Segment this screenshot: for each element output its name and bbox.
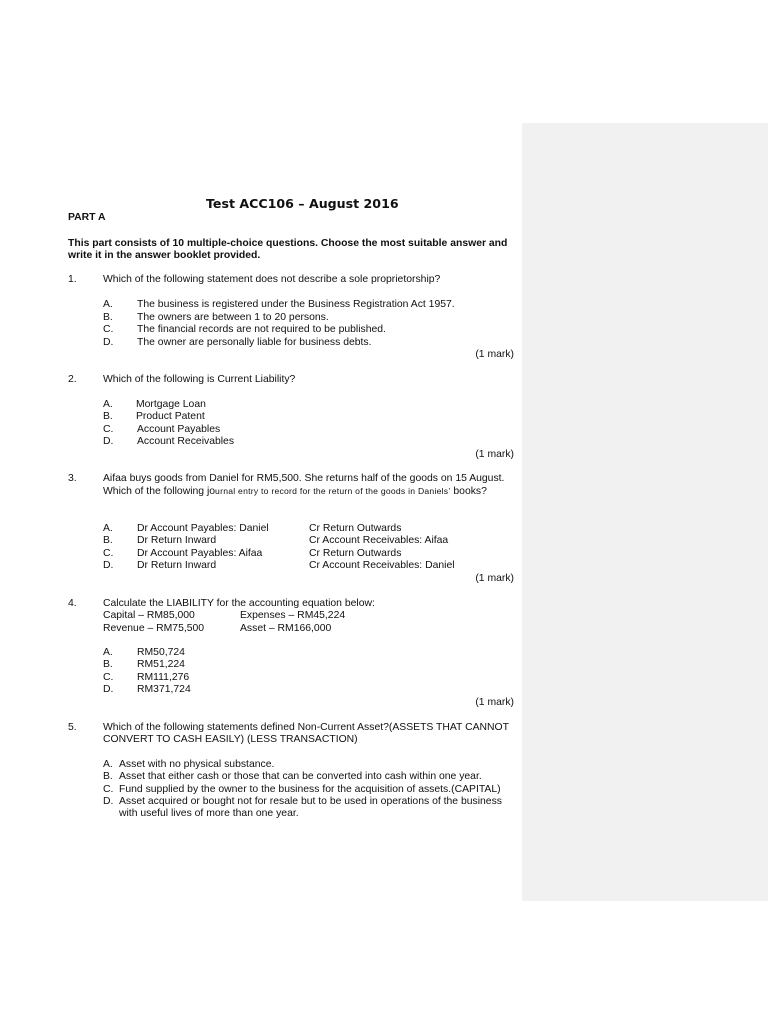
- option-label: C.: [103, 423, 114, 435]
- option-text: Asset with no physical substance.: [119, 758, 275, 770]
- mark-row: [0, 449, 768, 461]
- option-label: C.: [103, 547, 114, 559]
- question-number: 3.: [68, 473, 77, 484]
- option-b: [0, 659, 768, 671]
- option-c: [103, 784, 515, 796]
- mark-row: [0, 697, 768, 709]
- mark-label: (1 mark): [475, 448, 514, 460]
- question-text: [103, 473, 515, 499]
- credit-entry: Cr Account Receivables: Aifaa: [309, 535, 449, 546]
- option-d: [103, 796, 515, 821]
- option-text: The owners are between 1 to 20 persons.: [137, 311, 329, 323]
- question-number: 4.: [68, 597, 77, 609]
- option-text: The business is registered under the Business Registration Act 1957.: [137, 299, 455, 310]
- option-label: D.: [103, 684, 114, 695]
- question-text-part: Aifaa buys goods from Daniel for RM5,500. She returns half of the goods on 15 August. Which of the following jo: [103, 473, 505, 498]
- option-c: [0, 548, 768, 560]
- option-label: A.: [103, 758, 113, 770]
- option-text: Account Receivables: [137, 436, 235, 447]
- equation-revenue: Revenue – RM75,500: [103, 622, 205, 634]
- debit-entry: Dr Account Payables: Aifaa: [137, 547, 263, 559]
- option-text: Product Patent: [136, 411, 205, 422]
- option-label: B.: [103, 535, 113, 546]
- option-c: [0, 672, 768, 684]
- option-label: B.: [103, 659, 113, 670]
- question-text: Calculate the LIABILITY for the accounting equation below:: [103, 597, 375, 609]
- debit-entry: Dr Account Payables: Daniel: [137, 522, 269, 534]
- option-text: RM371,724: [137, 684, 191, 695]
- question-text: Which of the following statements defined Non-Current Asset?(ASSETS THAT CANNOT CONVERT TO CASH EASILY) (LESS TRANSACTION): [103, 721, 509, 745]
- option-text: Asset that either cash or those that can be converted into cash within one year.: [119, 771, 482, 782]
- question-number: 5.: [68, 721, 77, 733]
- option-label: C.: [103, 671, 114, 683]
- option-a: [103, 759, 515, 771]
- option-label: D.: [103, 436, 114, 447]
- option-label: A.: [103, 299, 113, 310]
- question-text-part: urnal entry to record for the return of the goods in Daniels’: [215, 486, 451, 497]
- question-text: Which of the following is Current Liability?: [103, 374, 296, 385]
- option-d: [0, 436, 768, 448]
- option-a: [0, 299, 768, 311]
- option-c: [0, 324, 768, 336]
- option-label: B.: [103, 411, 113, 422]
- question-number: 1.: [68, 274, 77, 285]
- option-text: Account Payables: [137, 423, 221, 435]
- part-heading: PART A: [68, 212, 106, 223]
- option-label: B.: [103, 771, 113, 782]
- option-label: D.: [103, 796, 114, 807]
- option-d: [0, 684, 768, 696]
- option-d: [0, 337, 768, 349]
- option-d: [0, 560, 768, 572]
- option-label: A.: [103, 646, 113, 658]
- equation-row: [0, 623, 768, 635]
- equation-row: [0, 610, 768, 622]
- option-c: [0, 424, 768, 436]
- credit-entry: Cr Return Outwards: [309, 522, 402, 534]
- option-b: [0, 411, 768, 423]
- question-text: Which of the following statement does not describe a sole proprietorship?: [103, 274, 441, 285]
- mark-label: (1 mark): [475, 696, 514, 708]
- option-a: [0, 523, 768, 535]
- option-label: A.: [103, 398, 113, 410]
- option-label: D.: [103, 560, 114, 571]
- credit-entry: Cr Account Receivables: Daniel: [309, 560, 455, 571]
- equation-expenses: Expenses – RM45,224: [240, 610, 346, 621]
- debit-entry: Dr Return Inward: [137, 560, 217, 571]
- option-text: The financial records are not required to be published.: [137, 324, 386, 335]
- option-text: Fund supplied by the owner to the business for the acquisition of assets.(CAPITAL): [119, 783, 501, 795]
- equation-asset: Asset – RM166,000: [240, 622, 332, 634]
- option-label: C.: [103, 783, 114, 795]
- option-a: [0, 399, 768, 411]
- option-text: RM51,224: [137, 659, 185, 670]
- mark-label: (1 mark): [475, 572, 514, 584]
- option-text: RM111,276: [137, 671, 190, 683]
- option-text: Mortgage Loan: [136, 398, 206, 410]
- option-b: [103, 771, 515, 783]
- option-text: Asset acquired or bought not for resale but to be used in operations of the business with useful lives of more than one year.: [119, 796, 502, 820]
- equation-capital: Capital – RM85,000: [103, 610, 195, 621]
- mark-row: [0, 349, 768, 361]
- option-b: [0, 312, 768, 324]
- option-label: D.: [103, 336, 114, 348]
- question-text-part: books?: [450, 486, 487, 498]
- option-label: B.: [103, 311, 113, 323]
- credit-entry: Cr Return Outwards: [309, 547, 402, 559]
- option-label: A.: [103, 522, 113, 534]
- comment-pane: [522, 123, 768, 901]
- instructions: This part consists of 10 multiple-choice questions. Choose the most suitable answer and write it in the answer booklet provided.: [68, 238, 508, 262]
- option-text: The owner are personally liable for business debts.: [137, 336, 372, 348]
- option-text: RM50,724: [137, 646, 185, 658]
- option-a: [0, 647, 768, 659]
- mark-label: (1 mark): [475, 349, 514, 360]
- option-label: C.: [103, 324, 114, 335]
- mark-row: [0, 573, 768, 585]
- question-number: 2.: [68, 374, 77, 385]
- debit-entry: Dr Return Inward: [137, 535, 217, 546]
- document-title: Test ACC106 – August 2016: [206, 196, 399, 211]
- option-b: [0, 535, 768, 547]
